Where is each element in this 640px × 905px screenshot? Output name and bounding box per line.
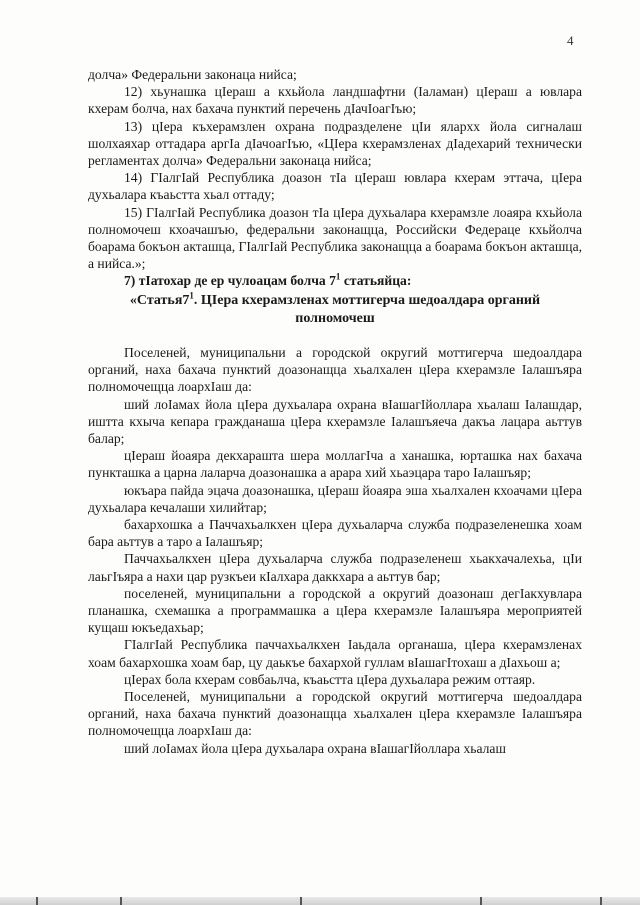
paragraph: цIераш йоаяра декхараштa шера моллагIча а ханашка, юрташка нах бахача пункташка а царна лаларча доазонашка а арара хий хьаэцара таро Iалашъяр; bbox=[88, 448, 582, 481]
heading-rest: . ЦIера кхерамзленах моттигерча шедоалдара органий полномочеш bbox=[193, 292, 541, 326]
paragraph-item-7 bbox=[88, 272, 582, 289]
paragraph-item-12: 12) хьунашка цIераш а кхьйола ландшафтни (Iаламан) цIераш а ювлара кхерам болча, нах бахача пунктий перечень дIачIоагIъю; bbox=[88, 84, 582, 117]
scan-mark bbox=[480, 897, 482, 905]
paragraph-item-14: 14) ГIалгIай Республика доазон тIа цIераш ювлара кхерам эттача, цIера духьалара къаьстта хьал оттаду; bbox=[88, 170, 582, 203]
paragraph-item-13: 13) цIера къхерамзлен охрана подразделене цIи ялархх йола сигналаш шолхаяхар оттадара аргIа дIачоагIъю, «ЦIера кхерамзленах дIадехарий технически регламентах долча» Федеральни законаца нийса; bbox=[88, 118, 582, 169]
top-text-block bbox=[88, 66, 582, 328]
heading-text: «Статья7 bbox=[129, 292, 190, 308]
paragraph: ший лоIамах йола цIера духьалара охрана вIашагIйоллара хьалаш bbox=[124, 740, 506, 756]
scan-mark bbox=[300, 897, 302, 905]
article-heading bbox=[88, 289, 582, 328]
paragraph: Поселеней, муниципальни а городской округий моттигерча шедоалдара органий, наха бахача пунктий доазонащца хьалхален цIера кхерамзле Iалашъяра полномочещца лоархIаш да: bbox=[88, 345, 582, 395]
paragraph: Поселеней, муниципальни а городской округий моттигерча шедоалдара органий, наха бахача пунктий доазонащца хьалхален цIера кхерамзле Iалашъяра полномочещца лоархIаш да: bbox=[88, 689, 582, 739]
scan-mark bbox=[120, 897, 122, 905]
paragraph: ший лоIамах йола цIера духьалара охрана вIашагIйоллара хьалаш Iалашдар, иштта кхыча кепара гражданаша цIера кхерамзле Iалашъяеча дакъа лацара аьттув балар; bbox=[88, 396, 582, 447]
item7-text: 7) тIатохар де ер чулоацам болча 7 bbox=[124, 273, 336, 289]
article-body bbox=[88, 344, 582, 757]
scan-mark bbox=[600, 897, 602, 905]
scan-bottom-edge bbox=[0, 897, 640, 905]
paragraph: бахархошка а Паччахьалкхен цIера духьаларча служба подразеленешка хоам бара аьттув а таро а Iалашъяр; bbox=[88, 517, 582, 550]
scan-mark bbox=[36, 897, 38, 905]
page-number: 4 bbox=[567, 33, 574, 48]
item7-superscript: 1 bbox=[335, 271, 341, 282]
paragraph: поселеней, муниципальни а городской а округий доазонаш дегIакхувлара планашка, схемашка а программашка а цIера кхерамзле Iалашъяра мероприятей кущаш юкъедахьар; bbox=[88, 585, 582, 636]
paragraph: Паччахьалкхен цIера духьаларча служба подразеленеш хьакхачалехьа, цIи лаьгIъяра а нахи цар рузкъеи кIалхара даккхара а аьттув бар; bbox=[88, 551, 582, 584]
paragraph: цIерах бола кхерам совбаьлча, къаьстта цIера духьалара режим оттаяр. bbox=[124, 671, 536, 687]
paragraph-item-15: 15) ГIалгIай Республика доазон тIа цIера духьалара кхерамзле лоаяра кхьйола полномочеш кхоачашъю, федеральни законащца, Российски Федерацe кхьйолча боарама бокъон акташца, ГIалгIай Республика законащца а боарама бокъон акташца, а нийса.»; bbox=[88, 204, 582, 272]
paragraph-continuation: долча» Федеральни законаца нийса; bbox=[88, 67, 297, 82]
item7-suffix: статьяйца: bbox=[340, 273, 412, 289]
heading-superscript: 1 bbox=[189, 289, 194, 300]
paragraph: ГIалгIай Республика паччахьалкхен Iаьдала органаша, цIера кхерамзленах хоам бахархошка хоам бар, цу даькъе бахархой гуллам вIашагIтохаш а дIахьош а; bbox=[88, 637, 582, 670]
paragraph: юкъара пайда эцача доазонашка, цIераш йоаяра эша хьалхален кхоачами цIера духьалара кечалаши хилийтар; bbox=[88, 482, 582, 515]
